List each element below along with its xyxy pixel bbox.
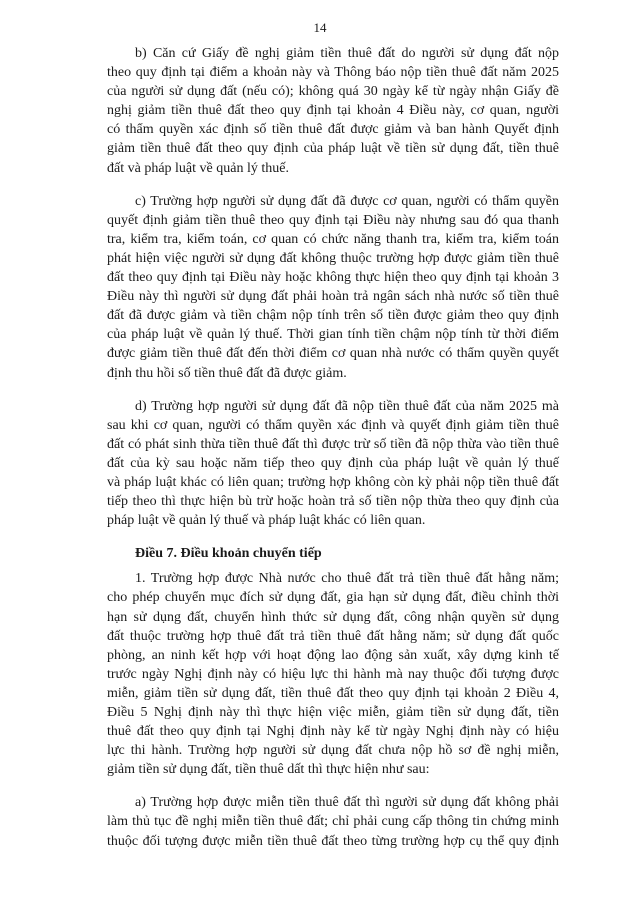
- text-line: giảm tiền thuê đất theo quy định của pháp luật về tiền sử dụng đất, tiền thuê: [107, 141, 559, 157]
- text-line: đất và pháp luật về quản lý thuế.: [107, 160, 289, 176]
- text-line: cho phép chuyển mục đích sử dụng đất, gia hạn sử dụng đất, điều chỉnh thời: [107, 590, 559, 606]
- text-line: hạn sử dụng đất, chuyển hình thức sử dụng đất, công nhận quyền sử dụng: [107, 609, 559, 625]
- text-line: tra, kiểm tra, kiểm toán, cơ quan có chức năng thanh tra, kiểm tra, kiểm toán: [107, 231, 559, 247]
- paragraph-c: [107, 192, 559, 383]
- text-line: thuộc đối tượng được miễn tiền thuê đất theo từng trường hợp cụ thể quy định: [107, 833, 559, 849]
- text-line: Điều 5 Nghị định này thì thực hiện việc miễn, giảm tiền sử dụng đất, tiền: [107, 705, 559, 720]
- text-line: phát hiện việc người sử dụng đất không thuộc trường hợp được giảm tiền thuê: [107, 250, 559, 266]
- text-line: d) Trường hợp người sử dụng đất đã nộp tiền thuê đất của năm 2025 mà: [135, 398, 559, 414]
- text-line: đất có phát sinh thừa tiền thuê đất thì được trừ số tiền đã nộp thừa vào tiền thuê: [107, 436, 559, 452]
- text-line: và pháp luật khác có liên quan; trường hợp không còn kỳ phải nộp tiền thuê đất: [107, 474, 559, 490]
- text-line: của pháp luật về quản lý thuế. Thời gian tính tiền chậm nộp tính từ thời điểm: [107, 327, 559, 343]
- text-line: đất đã được giảm và tiền chậm nộp tính trên số tiền được giảm theo quy định: [107, 308, 559, 324]
- text-line: của người sử dụng đất (nếu có); không quá 30 ngày kể từ ngày nhận Giấy đề: [107, 84, 559, 100]
- text-line: phòng, an ninh kết hợp với hoạt động lao động sản xuất, xây dựng kinh tế: [107, 647, 559, 663]
- text-line: đất theo quy định tại Điều này hoặc không thực hiện theo quy định tại khoản 3: [107, 270, 559, 286]
- text-line: trước ngày Nghị định này có hiệu lực thi hành mà nay thuộc đối tượng được: [107, 666, 559, 682]
- text-line: c) Trường hợp người sử dụng đất đã được cơ quan, người có thẩm quyền: [135, 193, 559, 209]
- text-line: miễn, giảm tiền sử dụng đất, tiền thuê đất theo quy định tại khoản 2 Điều 4,: [107, 685, 559, 701]
- text-line: được giảm tiền thuê đất đến thời điểm cơ quan nhà nước có thẩm quyền quyết: [107, 346, 559, 362]
- article-heading: Điều 7. Điều khoản chuyển tiếp: [135, 546, 322, 562]
- text-line: thuê đất theo quy định tại Nghị định này kể từ ngày Nghị định này có hiệu: [107, 724, 559, 740]
- paragraph-article-1a: [107, 793, 559, 850]
- text-line: a) Trường hợp được miễn tiền thuê đất thì người sử dụng đất không phải: [135, 795, 559, 811]
- paragraph-b: [107, 44, 559, 178]
- text-line: đất thuộc trường hợp thuê đất trả tiền thuê đất hằng năm; sử dụng đất quốc: [107, 628, 559, 644]
- page-number: 14: [313, 20, 327, 35]
- document-body: [107, 44, 559, 865]
- text-line: nghị giảm tiền thuê đất theo quy định tại khoản 4 Điều này, cơ quan, người: [107, 103, 559, 119]
- paragraph-d: [107, 397, 559, 531]
- text-line: theo quy định tại điểm a khoản này và Thông báo nộp tiền thuê đất năm 2025: [107, 65, 559, 81]
- text-line: đất của kỳ sau hoặc năm tiếp theo quy định của pháp luật về quản lý thuế: [107, 455, 559, 471]
- text-line: sau khi cơ quan, người có thẩm quyền xác định và quyết định giảm tiền thuê: [107, 417, 559, 433]
- text-line: làm thủ tục đề nghị miễn tiền thuê đất; chỉ phải cung cấp thông tin chứng minh: [107, 814, 559, 830]
- text-line: pháp luật về quản lý thuế và pháp luật khác có liên quan.: [107, 513, 426, 529]
- text-line: tiếp theo thì thực hiện bù trừ hoặc hoàn trả số tiền nộp thừa theo quy định của: [107, 494, 559, 510]
- text-line: giảm tiền sử dụng đất, tiền thuê dất thì thực hiện như sau:: [107, 762, 430, 778]
- text-line: 1. Trường hợp được Nhà nước cho thuê đất trả tiền thuê đất hằng năm;: [135, 571, 559, 587]
- text-line: quyết định giảm tiền thuê theo quy định tại Điều này nhưng sau đó qua thanh: [107, 212, 559, 228]
- text-line: lực thi hành. Trường hợp người sử dụng đất chưa nộp hồ sơ đề nghị miễn,: [107, 743, 559, 759]
- text-line: có thẩm quyền xác định số tiền thuê đất được giảm và ban hành Quyết định: [107, 122, 559, 138]
- text-line: Điều này thì người sử dụng đất phải hoàn trả ngân sách nhà nước số tiền thuê: [107, 289, 559, 305]
- text-line: định thu hồi số tiền thuê đất đã được giảm.: [107, 365, 347, 381]
- text-line: b) Căn cứ Giấy đề nghị giảm tiền thuê đất do người sử dụng đất nộp: [135, 46, 559, 61]
- paragraph-article-1: [107, 569, 559, 779]
